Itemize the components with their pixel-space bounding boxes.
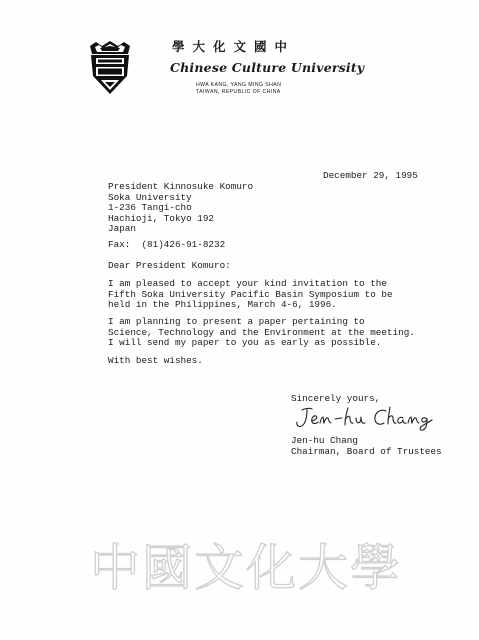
recipient-line: President Kinnosuke Komuro bbox=[108, 181, 254, 192]
handwritten-signature bbox=[290, 402, 438, 432]
recipient-line: Soka University bbox=[108, 191, 192, 203]
recipient-line: Japan bbox=[108, 223, 136, 234]
signatory-title: Chairman, Board of Trustees bbox=[291, 445, 442, 457]
recipient-line: Hachioji, Tokyo 192 bbox=[108, 212, 215, 224]
university-name-english: Chinese Culture University bbox=[170, 60, 365, 75]
paragraph-line: I am planning to present a paper pertaining to bbox=[108, 316, 365, 327]
closing-wishes: With best wishes. bbox=[108, 355, 203, 366]
signatory-name: Jen-hu Chang bbox=[291, 435, 358, 446]
letter-date: December 29, 1995 bbox=[323, 170, 418, 181]
paragraph-line: Fifth Soka University Pacific Basin Symposium to be bbox=[108, 288, 393, 300]
paragraph-line: I am pleased to accept your kind invitation to the bbox=[108, 278, 387, 289]
salutation: Dear President Komuro: bbox=[108, 260, 231, 271]
recipient-line: 1-236 Tangi-cho bbox=[108, 202, 192, 213]
paragraph-line: held in the Philippines, March 4-6, 1996. bbox=[108, 299, 337, 310]
fax-number: Fax: (81)426-91-8232 bbox=[108, 239, 226, 250]
complimentary-close: Sincerely yours, bbox=[291, 393, 381, 404]
paragraph-line: I will send my paper to you as early as possible. bbox=[108, 337, 382, 348]
watermark-university-name: 中國文化大學 bbox=[90, 539, 402, 597]
university-logo bbox=[88, 40, 132, 96]
university-name-chinese: 學大化文國中 bbox=[172, 39, 296, 54]
letterhead-address-line-2: TAIWAN, REPUBLIC OF CHINA bbox=[196, 89, 281, 95]
letterhead-address-line-1: HWA KANG, YANG MING SHAN bbox=[196, 82, 282, 88]
paragraph-line: Science, Technology and the Environment at the meeting. bbox=[108, 326, 415, 338]
